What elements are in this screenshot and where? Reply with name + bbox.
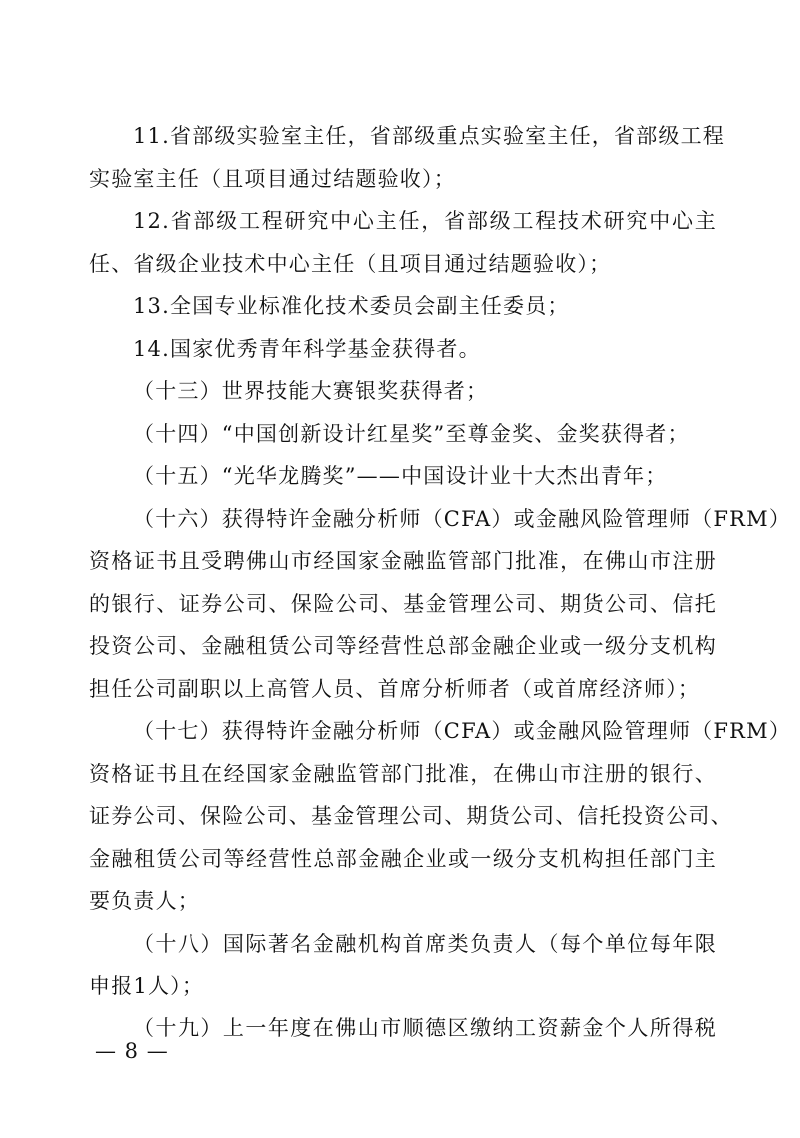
text-line-section-17-c: 证券公司、保险公司、基金管理公司、期货公司、信托投资公司、	[89, 804, 733, 828]
text-line-section-16-c: 的银行、证券公司、保险公司、基金管理公司、期货公司、信托	[89, 592, 717, 616]
text-line-section-16-b: 资格证书且受聘佛山市经国家金融监管部门批准，在佛山市注册	[89, 549, 717, 573]
page-number: — 8 —	[95, 1039, 169, 1063]
text-line-section-14: （十四）“中国创新设计红星奖”至尊金奖、金奖获得者；	[133, 422, 690, 446]
text-line-item-11-a: 11.省部级实验室主任，省部级重点实验室主任，省部级工程	[133, 124, 725, 148]
text-line-section-16-a: （十六）获得特许金融分析师（CFA）或金融风险管理师（FRM）	[133, 507, 792, 531]
text-line-section-16-e: 担任公司副职以上高管人员、首席分析师者（或首席经济师）；	[89, 677, 701, 701]
text-line-section-18-b: 申报1人）；	[89, 974, 205, 998]
text-line-section-19-a: （十九）上一年度在佛山市顺德区缴纳工资薪金个人所得税	[133, 1016, 717, 1040]
text-line-item-12-b: 任、省级企业技术中心主任（且项目通过结题验收）；	[89, 252, 612, 276]
text-line-section-17-e: 要负责人；	[89, 889, 200, 913]
text-line-item-13: 13.全国专业标准化技术委员会副主任委员；	[133, 294, 570, 318]
text-line-section-17-d: 金融租赁公司等经营性总部金融企业或一级分支机构担任部门主	[89, 847, 717, 871]
text-line-item-14: 14.国家优秀青年科学基金获得者。	[133, 337, 481, 361]
text-line-section-13: （十三）世界技能大赛银奖获得者；	[133, 379, 489, 403]
text-line-section-15: （十五）“光华龙腾奖”——中国设计业十大杰出青年；	[133, 464, 668, 488]
text-line-item-12-a: 12.省部级工程研究中心主任，省部级工程技术研究中心主	[133, 209, 717, 233]
text-line-item-11-b: 实验室主任（且项目通过结题验收）；	[89, 167, 456, 191]
text-line-section-16-d: 投资公司、金融租赁公司等经营性总部金融企业或一级分支机构	[89, 634, 717, 658]
text-line-section-17-b: 资格证书且在经国家金融监管部门批准，在佛山市注册的银行、	[89, 762, 717, 786]
text-line-section-17-a: （十七）获得特许金融分析师（CFA）或金融风险管理师（FRM）	[133, 719, 792, 743]
text-line-section-18-a: （十八）国际著名金融机构首席类负责人（每个单位每年限	[133, 932, 717, 956]
